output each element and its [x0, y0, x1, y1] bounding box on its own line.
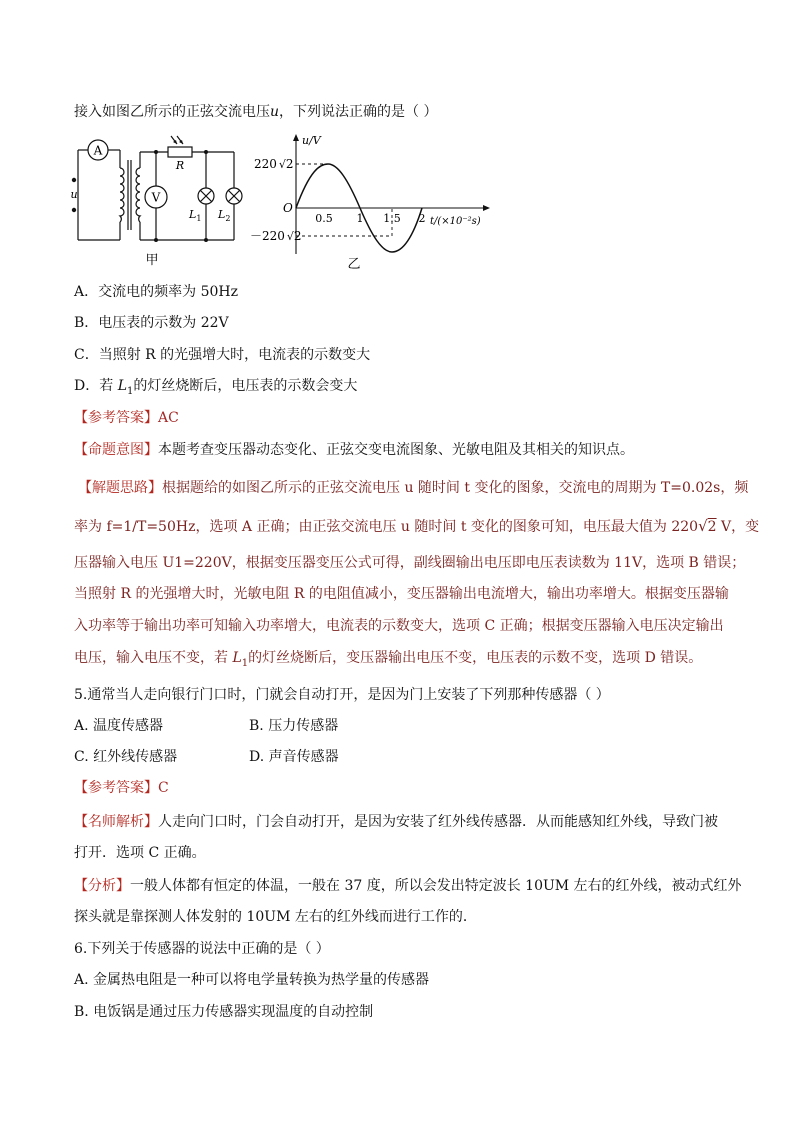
q6-option-b: B. 电饭锅是通过压力传感器实现温度的自动控制 — [74, 1004, 374, 1020]
q4-option-c: C．当照射 R 的光强增大时，电流表的示数变大 — [74, 347, 371, 363]
q5-fenxi-line1: 【分析】一般人体都有恒定的体温，一般在 37 度，所以会发出特定波长 10UM 左右的红外线，被动式红外 — [74, 878, 742, 894]
q5-teacher-line1: 【名师解析】人走向门口时，门会自动打开，是因为安装了红外线传感器．从而能感知红外线，导致门被 — [74, 814, 718, 830]
q4-intro — [74, 102, 437, 122]
q5-option-a: A. 温度传感器 — [74, 718, 164, 734]
q4-answer: 【参考答案】AC — [74, 410, 179, 426]
q6-stem: 6.下列关于传感器的说法中正确的是（ ） — [74, 941, 330, 957]
q5-option-b: B. 压力传感器 — [249, 718, 339, 734]
q4-option-d: D．若 $L_1$的灯丝烧断后，电压表的示数会变大 — [74, 378, 358, 397]
graph-xtick: 2 — [418, 212, 426, 225]
q4-option-b: B．电压表的示数为 22V — [74, 315, 229, 331]
graph-xtick: 0.5 — [315, 212, 333, 225]
q4-intro-var: u — [270, 104, 280, 120]
figure-yi-caption: 乙 — [347, 257, 361, 272]
voltmeter-label: V — [151, 190, 161, 205]
q5-answer: 【参考答案】C — [74, 780, 169, 796]
q4-intro-text: 接入如图乙所示的正弦交流电压 — [74, 104, 270, 120]
q5-stem: 5.通常当人走向银行门口时，门就会自动打开，是因为门上安装了下列那种传感器（ ） — [74, 687, 610, 703]
q5-option-c: C. 红外线传感器 — [74, 749, 178, 765]
graph-xtick: 1 — [356, 212, 364, 225]
q4-option-a: A．交流电的频率为 50Hz — [74, 284, 238, 300]
figure-circuit — [68, 130, 248, 272]
source-label: u — [70, 188, 78, 201]
q4-intent: 【命题意图】本题考查变压器动态变化、正弦交变电流图象、光敏电阻及其相关的知识点。 — [74, 442, 634, 458]
q4-analysis-line3: 压器输入电压 U1=220V，根据变压器变压公式可得，副线圈输出电压即电压表读数为 11V，选项 B 错误； — [74, 555, 746, 571]
figure-jia-caption: 甲 — [145, 253, 159, 268]
graph-xtick: 1.5 — [383, 212, 401, 225]
q4-intro-tail: ，下列说法正确的是（ ） — [279, 104, 438, 120]
q6-option-a: A. 金属热电阻是一种可以将电学量转换为热学量的传感器 — [74, 972, 430, 988]
q5-option-d: D. 声音传感器 — [249, 749, 339, 765]
graph-ymax-label: 220 √2 — [254, 157, 294, 171]
q4-analysis-line2: 率为 f=1/T=50Hz，选项 A 正确；由正弦交流电压 u 随时间 t 变化的图象可知，电压最大值为 220√2 V，变 — [74, 517, 760, 535]
graph-ylabel: u/V — [302, 134, 321, 147]
q4-analysis-line5: 入功率等于输出功率可知输入功率增大，电流表的示数变大，选项 C 正确；根据变压器输入电压决定输出 — [74, 618, 724, 634]
figure-sine-graph — [250, 130, 500, 272]
q5-teacher-line2: 打开．选项 C 正确。 — [74, 845, 206, 861]
lamp1-label: $L_1$ — [189, 208, 202, 223]
q4-analysis-line4: 当照射 R 的光强增大时，光敏电阻 R 的电阻值减小，变压器输出电流增大，输出功率增大。根据变压器输 — [74, 586, 729, 602]
q4-analysis-line1: 【解题思路】根据题给的如图乙所示的正弦交流电压 u 随时间 t 变化的图象，交流电的周期为 T=0.02s，频 — [78, 480, 749, 496]
ammeter-label: A — [93, 143, 103, 158]
q4-analysis-line6: 电压，输入电压不变，若 $L_1$的灯丝烧断后，变压器输出电压不变，电压表的示数不变，选项 D 错误。 — [74, 650, 703, 669]
lamp2-label: $L_2$ — [218, 208, 231, 223]
q5-fenxi-line2: 探头就是靠探测人体发射的 10UM 左右的红外线而进行工作的． — [74, 909, 477, 925]
graph-xlabel: t/(×10⁻²s) — [430, 216, 481, 227]
resistor-label: R — [175, 159, 185, 172]
graph-origin: O — [283, 201, 293, 215]
graph-ymin-label: －220 √2 — [250, 229, 302, 243]
